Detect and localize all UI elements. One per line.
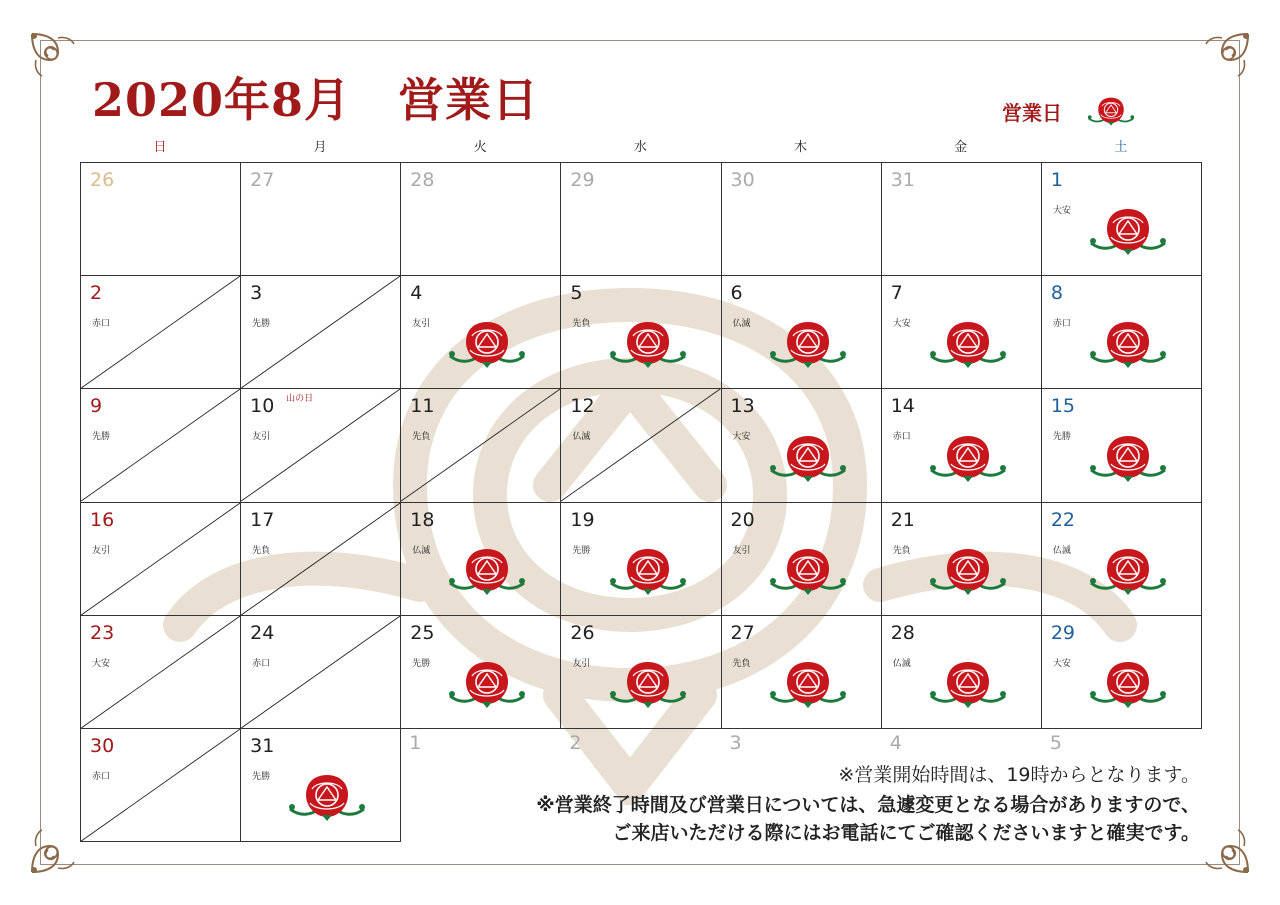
day-number: 11 xyxy=(410,395,435,418)
calendar-day-cell xyxy=(881,388,1042,502)
note-opening-time: ※営業開始時間は、19時からとなります。 xyxy=(838,764,1200,786)
day-number: 12 xyxy=(570,395,595,418)
day-number: 26 xyxy=(570,621,595,644)
day-number: 16 xyxy=(90,508,115,531)
day-number: 27 xyxy=(250,169,275,191)
rose-icon xyxy=(923,543,1013,599)
calendar-day-cell xyxy=(400,275,561,389)
day-number: 1 xyxy=(1050,169,1063,191)
closed-slash xyxy=(81,503,240,615)
rose-icon xyxy=(603,316,693,372)
rokuyo-label: 友引 xyxy=(92,545,111,556)
day-number: 3 xyxy=(729,732,742,754)
calendar-day-cell xyxy=(400,162,561,276)
calendar-day-cell xyxy=(881,502,1042,616)
closed-slash xyxy=(81,729,240,841)
calendar-day-cell xyxy=(721,388,882,502)
rokuyo-label: 先負 xyxy=(252,545,271,556)
rose-icon xyxy=(763,656,853,712)
rose-icon xyxy=(923,316,1013,372)
rokuyo-label: 仏滅 xyxy=(1052,545,1071,556)
rokuyo-label: 赤口 xyxy=(92,772,111,782)
day-number: 30 xyxy=(90,735,115,757)
day-number: 18 xyxy=(410,508,435,531)
closed-slash xyxy=(81,616,240,728)
rokuyo-label: 先勝 xyxy=(572,545,591,556)
day-number: 19 xyxy=(570,508,595,531)
day-number: 31 xyxy=(890,169,915,191)
day-number: 6 xyxy=(730,282,743,305)
calendar-day-cell xyxy=(881,615,1042,729)
page-title: 2020年8月 営業日 xyxy=(92,73,540,127)
weekday-label: 日 xyxy=(153,140,167,155)
day-number: 7 xyxy=(890,282,903,305)
rose-icon xyxy=(442,316,532,372)
rose-icon xyxy=(442,656,532,712)
calendar-day-cell xyxy=(400,728,561,842)
day-number: 22 xyxy=(1050,508,1076,531)
calendar-day-cell xyxy=(400,502,561,616)
rokuyo-label: 先勝 xyxy=(412,658,431,669)
closed-slash xyxy=(241,389,400,501)
rokuyo-label: 先勝 xyxy=(252,772,271,782)
rokuyo-label: 友引 xyxy=(252,432,271,443)
rokuyo-label: 友引 xyxy=(572,658,591,669)
closed-slash xyxy=(241,616,400,728)
day-number: 28 xyxy=(890,621,915,644)
calendar-day-cell xyxy=(240,275,401,389)
rose-icon xyxy=(603,656,693,712)
day-number: 1 xyxy=(409,732,422,754)
rokuyo-label: 赤口 xyxy=(1052,319,1071,330)
calendar-day-cell xyxy=(240,162,401,276)
rokuyo-label: 友引 xyxy=(732,545,751,556)
day-number: 4 xyxy=(889,732,902,754)
day-number: 26 xyxy=(90,169,115,191)
day-number: 15 xyxy=(1050,395,1076,418)
rokuyo-label: 先勝 xyxy=(1052,432,1071,443)
day-number: 21 xyxy=(890,508,915,531)
rokuyo-label: 仏滅 xyxy=(412,545,431,556)
calendar-day-cell xyxy=(80,615,241,729)
rokuyo-label: 大安 xyxy=(92,658,111,669)
rose-icon xyxy=(603,543,693,599)
day-number: 29 xyxy=(570,169,595,191)
rokuyo-label: 大安 xyxy=(732,432,751,443)
legend-label: 営業日 xyxy=(1002,100,1062,125)
rokuyo-label: 赤口 xyxy=(252,658,271,669)
calendar-day-cell xyxy=(400,388,561,502)
day-number: 2 xyxy=(90,282,103,305)
rokuyo-label: 仏滅 xyxy=(892,658,911,669)
rose-icon xyxy=(1083,430,1173,486)
calendar-day-cell xyxy=(240,502,401,616)
calendar-day-cell xyxy=(1041,615,1202,729)
calendar-day-cell xyxy=(560,615,721,729)
rokuyo-label: 先負 xyxy=(732,658,751,669)
calendar-day-cell xyxy=(1041,388,1202,502)
day-number: 17 xyxy=(250,508,275,531)
calendar-day-cell xyxy=(721,615,882,729)
calendar-day-cell xyxy=(721,275,882,389)
day-number: 29 xyxy=(1050,621,1076,644)
rose-icon xyxy=(763,430,853,486)
rokuyo-label: 先負 xyxy=(892,545,911,556)
calendar-day-cell xyxy=(80,162,241,276)
calendar-day-cell xyxy=(721,502,882,616)
calendar-day-cell xyxy=(80,728,241,842)
rokuyo-label: 大安 xyxy=(1052,206,1071,216)
note-change-warning: ※営業終了時間及び営業日については、急遽変更となる場合がありますので、 xyxy=(536,794,1200,816)
rokuyo-label: 赤口 xyxy=(892,432,911,443)
rose-icon xyxy=(442,543,532,599)
day-number: 8 xyxy=(1050,282,1063,305)
weekday-label: 火 xyxy=(473,140,487,155)
calendar-day-cell xyxy=(80,275,241,389)
day-number: 5 xyxy=(1049,732,1062,754)
calendar-day-cell xyxy=(240,728,401,842)
calendar-day-cell xyxy=(1041,275,1202,389)
rose-icon xyxy=(1083,316,1173,372)
weekday-label: 土 xyxy=(1114,140,1128,155)
rokuyo-label: 仏滅 xyxy=(732,319,751,330)
rose-icon xyxy=(923,656,1013,712)
rose-icon xyxy=(1083,656,1173,712)
day-number: 5 xyxy=(570,282,583,305)
calendar-day-cell xyxy=(80,388,241,502)
day-number: 31 xyxy=(250,735,275,757)
closed-slash xyxy=(81,276,240,388)
day-number: 9 xyxy=(90,395,103,418)
rokuyo-label: 大安 xyxy=(892,319,911,330)
calendar-day-cell xyxy=(560,388,721,502)
weekday-label: 金 xyxy=(954,140,968,155)
rokuyo-label: 友引 xyxy=(412,319,431,330)
day-number: 10 xyxy=(250,395,275,418)
calendar-day-cell xyxy=(881,162,1042,276)
calendar-day-cell xyxy=(560,502,721,616)
rokuyo-label: 赤口 xyxy=(92,319,111,330)
day-number: 4 xyxy=(410,282,423,305)
weekday-label: 月 xyxy=(313,140,327,155)
rokuyo-label: 先勝 xyxy=(252,319,271,330)
rokuyo-label: 先勝 xyxy=(92,432,111,443)
rose-icon xyxy=(923,430,1013,486)
rokuyo-label: 仏滅 xyxy=(572,432,591,443)
day-number: 13 xyxy=(730,395,755,418)
calendar-day-cell xyxy=(240,615,401,729)
weekday-label: 木 xyxy=(794,140,808,155)
day-number: 25 xyxy=(410,621,435,644)
closed-slash xyxy=(561,389,720,501)
day-number: 30 xyxy=(730,169,755,191)
day-number: 24 xyxy=(250,621,275,644)
rose-icon xyxy=(763,543,853,599)
rose-icon xyxy=(282,769,372,825)
closed-slash xyxy=(241,503,400,615)
closed-slash xyxy=(81,389,240,501)
day-number: 3 xyxy=(250,282,263,305)
holiday-label: 山の日 xyxy=(286,394,314,405)
calendar-day-cell xyxy=(721,162,882,276)
calendar-day-cell xyxy=(881,275,1042,389)
day-number: 23 xyxy=(90,621,115,644)
day-number: 28 xyxy=(410,169,435,191)
calendar-day-cell xyxy=(1041,162,1202,276)
day-number: 27 xyxy=(730,621,755,644)
day-number: 20 xyxy=(730,508,755,531)
rokuyo-label: 先負 xyxy=(572,319,591,330)
calendar-day-cell xyxy=(400,615,561,729)
rose-icon xyxy=(1083,543,1173,599)
calendar-day-cell xyxy=(80,502,241,616)
rokuyo-label: 先負 xyxy=(412,432,431,443)
closed-slash xyxy=(401,389,560,501)
calendar-day-cell xyxy=(240,388,401,502)
day-number: 2 xyxy=(569,732,582,754)
weekday-label: 水 xyxy=(633,140,647,155)
calendar-day-cell xyxy=(560,162,721,276)
rose-icon xyxy=(763,316,853,372)
closed-slash xyxy=(241,276,400,388)
note-call-request: ご来店いただける際にはお電話にてご確認くださいますと確実です。 xyxy=(612,822,1200,844)
day-number: 14 xyxy=(890,395,915,418)
calendar-day-cell xyxy=(1041,502,1202,616)
rose-icon xyxy=(1083,203,1173,259)
calendar-day-cell xyxy=(560,275,721,389)
rokuyo-label: 大安 xyxy=(1052,658,1071,669)
